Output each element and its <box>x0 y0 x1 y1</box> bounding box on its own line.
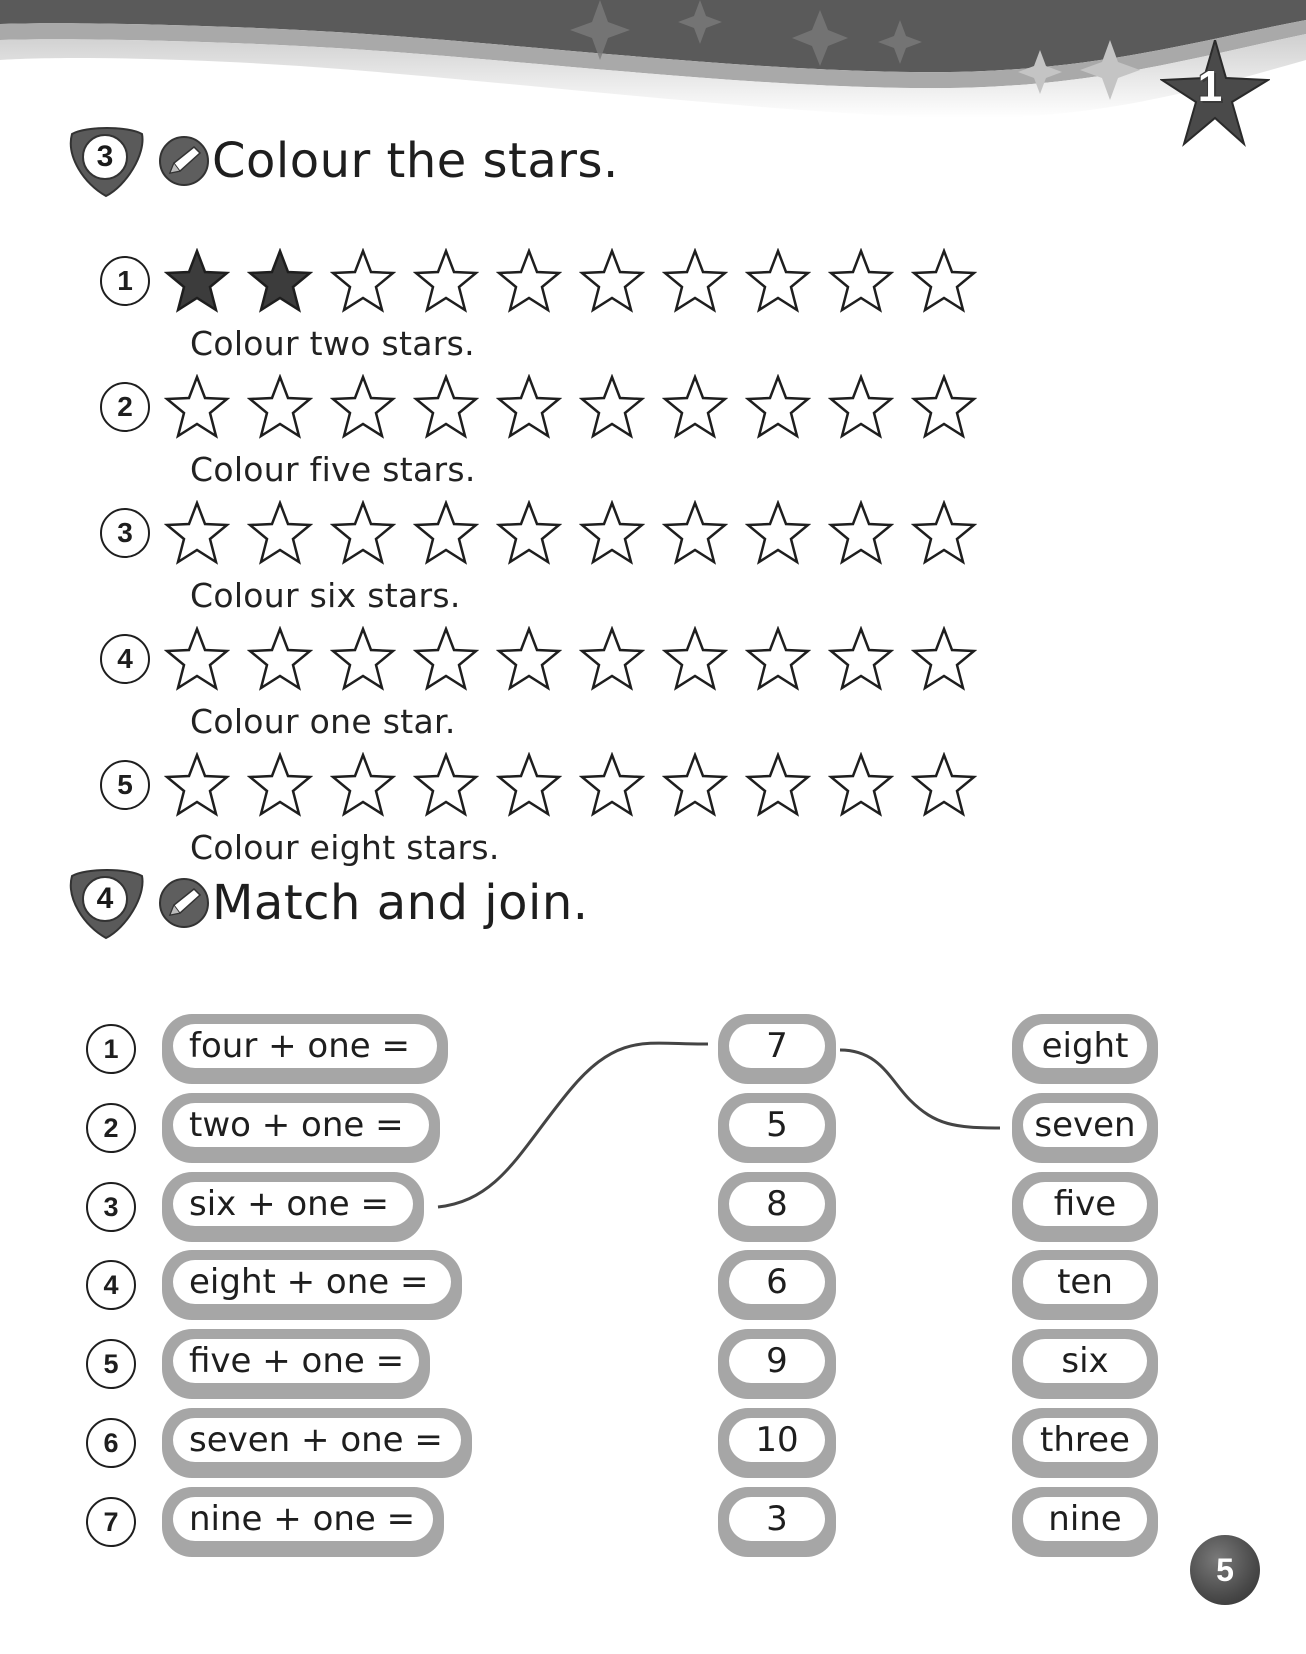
word-box[interactable] <box>1012 1329 1158 1399</box>
match-row <box>86 1014 1286 1084</box>
outline-star-icon[interactable] <box>413 248 479 314</box>
word-box[interactable] <box>1012 1172 1158 1242</box>
page-number: 5 <box>1190 1535 1260 1605</box>
row-number: 2 <box>100 382 150 432</box>
digit-box-label: 6 <box>729 1260 825 1304</box>
sum-box[interactable] <box>162 1250 462 1320</box>
word-box[interactable] <box>1012 1014 1158 1084</box>
outline-star-icon[interactable] <box>413 374 479 440</box>
exercise-3-title: Colour the stars. <box>212 133 619 189</box>
filled-star-icon[interactable] <box>164 248 230 314</box>
outline-star-icon[interactable] <box>828 500 894 566</box>
match-row <box>86 1487 1286 1557</box>
exercise-4-title: Match and join. <box>212 875 589 931</box>
digit-box[interactable] <box>718 1487 836 1557</box>
digit-box-label: 10 <box>729 1418 825 1462</box>
row-number: 3 <box>86 1182 136 1232</box>
word-box-label: five <box>1023 1182 1147 1226</box>
outline-star-icon[interactable] <box>247 752 313 818</box>
outline-star-icon[interactable] <box>413 752 479 818</box>
outline-star-icon[interactable] <box>413 626 479 692</box>
star-row <box>100 374 994 440</box>
match-row <box>86 1329 1286 1399</box>
outline-star-icon[interactable] <box>911 626 977 692</box>
outline-star-icon[interactable] <box>496 752 562 818</box>
filled-star-icon[interactable] <box>247 248 313 314</box>
outline-star-icon[interactable] <box>496 374 562 440</box>
star-row <box>100 500 994 566</box>
row-number: 6 <box>86 1418 136 1468</box>
word-box[interactable] <box>1012 1487 1158 1557</box>
digit-box-label: 5 <box>729 1103 825 1147</box>
word-box-label: eight <box>1023 1024 1147 1068</box>
star-row <box>100 626 994 692</box>
digit-box[interactable] <box>718 1408 836 1478</box>
digit-box[interactable] <box>718 1172 836 1242</box>
digit-box-label: 3 <box>729 1497 825 1541</box>
outline-star-icon[interactable] <box>330 626 396 692</box>
outline-star-icon[interactable] <box>330 248 396 314</box>
sum-box[interactable] <box>162 1487 444 1557</box>
row-number: 2 <box>86 1103 136 1153</box>
pencil-icon <box>158 877 210 929</box>
outline-star-icon[interactable] <box>330 374 396 440</box>
digit-box-label: 8 <box>729 1182 825 1226</box>
exercise-number-badge: 4 <box>66 866 148 940</box>
word-box[interactable] <box>1012 1250 1158 1320</box>
outline-star-icon[interactable] <box>330 752 396 818</box>
digit-box[interactable] <box>718 1093 836 1163</box>
outline-star-icon[interactable] <box>579 752 645 818</box>
exercise-4-header <box>66 866 589 940</box>
word-box-label: three <box>1023 1418 1147 1462</box>
row-number: 7 <box>86 1497 136 1547</box>
unit-number: 1 <box>1197 62 1223 111</box>
digit-box[interactable] <box>718 1329 836 1399</box>
star-group <box>164 248 994 314</box>
sum-box[interactable] <box>162 1329 430 1399</box>
outline-star-icon[interactable] <box>828 626 894 692</box>
row-number: 1 <box>86 1024 136 1074</box>
word-box-label: ten <box>1023 1260 1147 1304</box>
star-group <box>164 500 994 566</box>
outline-star-icon[interactable] <box>579 626 645 692</box>
outline-star-icon[interactable] <box>745 500 811 566</box>
outline-star-icon[interactable] <box>828 248 894 314</box>
outline-star-icon[interactable] <box>662 500 728 566</box>
outline-star-icon[interactable] <box>579 500 645 566</box>
star-group <box>164 374 994 440</box>
row-number: 3 <box>100 508 150 558</box>
star-group <box>164 752 994 818</box>
outline-star-icon[interactable] <box>911 500 977 566</box>
outline-star-icon[interactable] <box>662 248 728 314</box>
outline-star-icon[interactable] <box>828 752 894 818</box>
outline-star-icon[interactable] <box>496 626 562 692</box>
outline-star-icon[interactable] <box>164 500 230 566</box>
outline-star-icon[interactable] <box>330 500 396 566</box>
unit-badge <box>1160 40 1270 150</box>
star-instruction: Colour eight stars. <box>190 828 500 867</box>
outline-star-icon[interactable] <box>745 626 811 692</box>
sum-box-label: five + one = <box>173 1339 419 1383</box>
outline-star-icon[interactable] <box>247 374 313 440</box>
exercise-number-badge: 3 <box>66 124 148 198</box>
digit-box[interactable] <box>718 1014 836 1084</box>
match-row <box>86 1093 1286 1163</box>
outline-star-icon[interactable] <box>662 626 728 692</box>
match-row <box>86 1408 1286 1478</box>
outline-star-icon[interactable] <box>911 752 977 818</box>
word-box-label: six <box>1023 1339 1147 1383</box>
star-instruction: Colour five stars. <box>190 450 476 489</box>
outline-star-icon[interactable] <box>413 500 479 566</box>
word-box-label: nine <box>1023 1497 1147 1541</box>
outline-star-icon[interactable] <box>496 248 562 314</box>
outline-star-icon[interactable] <box>911 248 977 314</box>
outline-star-icon[interactable] <box>745 374 811 440</box>
outline-star-icon[interactable] <box>579 248 645 314</box>
word-box[interactable] <box>1012 1093 1158 1163</box>
outline-star-icon[interactable] <box>247 500 313 566</box>
sum-box-label: seven + one = <box>173 1418 461 1462</box>
sum-box-label: nine + one = <box>173 1497 433 1541</box>
word-box[interactable] <box>1012 1408 1158 1478</box>
outline-star-icon[interactable] <box>662 374 728 440</box>
match-row <box>86 1250 1286 1320</box>
outline-star-icon[interactable] <box>745 248 811 314</box>
outline-star-icon[interactable] <box>745 752 811 818</box>
sum-box-label: two + one = <box>173 1103 429 1147</box>
sum-box[interactable] <box>162 1014 448 1084</box>
sum-box-label: four + one = <box>173 1024 437 1068</box>
pencil-icon <box>158 135 210 187</box>
sum-box[interactable] <box>162 1408 472 1478</box>
sum-box[interactable] <box>162 1172 424 1242</box>
sum-box-label: six + one = <box>173 1182 413 1226</box>
star-instruction: Colour six stars. <box>190 576 461 615</box>
outline-star-icon[interactable] <box>247 626 313 692</box>
sum-box-label: eight + one = <box>173 1260 451 1304</box>
outline-star-icon[interactable] <box>164 626 230 692</box>
outline-star-icon[interactable] <box>496 500 562 566</box>
outline-star-icon[interactable] <box>579 374 645 440</box>
star-instruction: Colour one star. <box>190 702 456 741</box>
row-number: 5 <box>86 1339 136 1389</box>
star-row <box>100 248 994 314</box>
outline-star-icon[interactable] <box>662 752 728 818</box>
outline-star-icon[interactable] <box>828 374 894 440</box>
row-number: 4 <box>100 634 150 684</box>
match-row <box>86 1172 1286 1242</box>
row-number: 5 <box>100 760 150 810</box>
digit-box-label: 9 <box>729 1339 825 1383</box>
row-number: 4 <box>86 1260 136 1310</box>
outline-star-icon[interactable] <box>911 374 977 440</box>
star-group <box>164 626 994 692</box>
outline-star-icon[interactable] <box>164 752 230 818</box>
sum-box[interactable] <box>162 1093 440 1163</box>
star-instruction: Colour two stars. <box>190 324 475 363</box>
digit-box[interactable] <box>718 1250 836 1320</box>
exercise-3-header <box>66 124 619 198</box>
row-number: 1 <box>100 256 150 306</box>
star-row <box>100 752 994 818</box>
outline-star-icon[interactable] <box>164 374 230 440</box>
word-box-label: seven <box>1023 1103 1147 1147</box>
digit-box-label: 7 <box>729 1024 825 1068</box>
